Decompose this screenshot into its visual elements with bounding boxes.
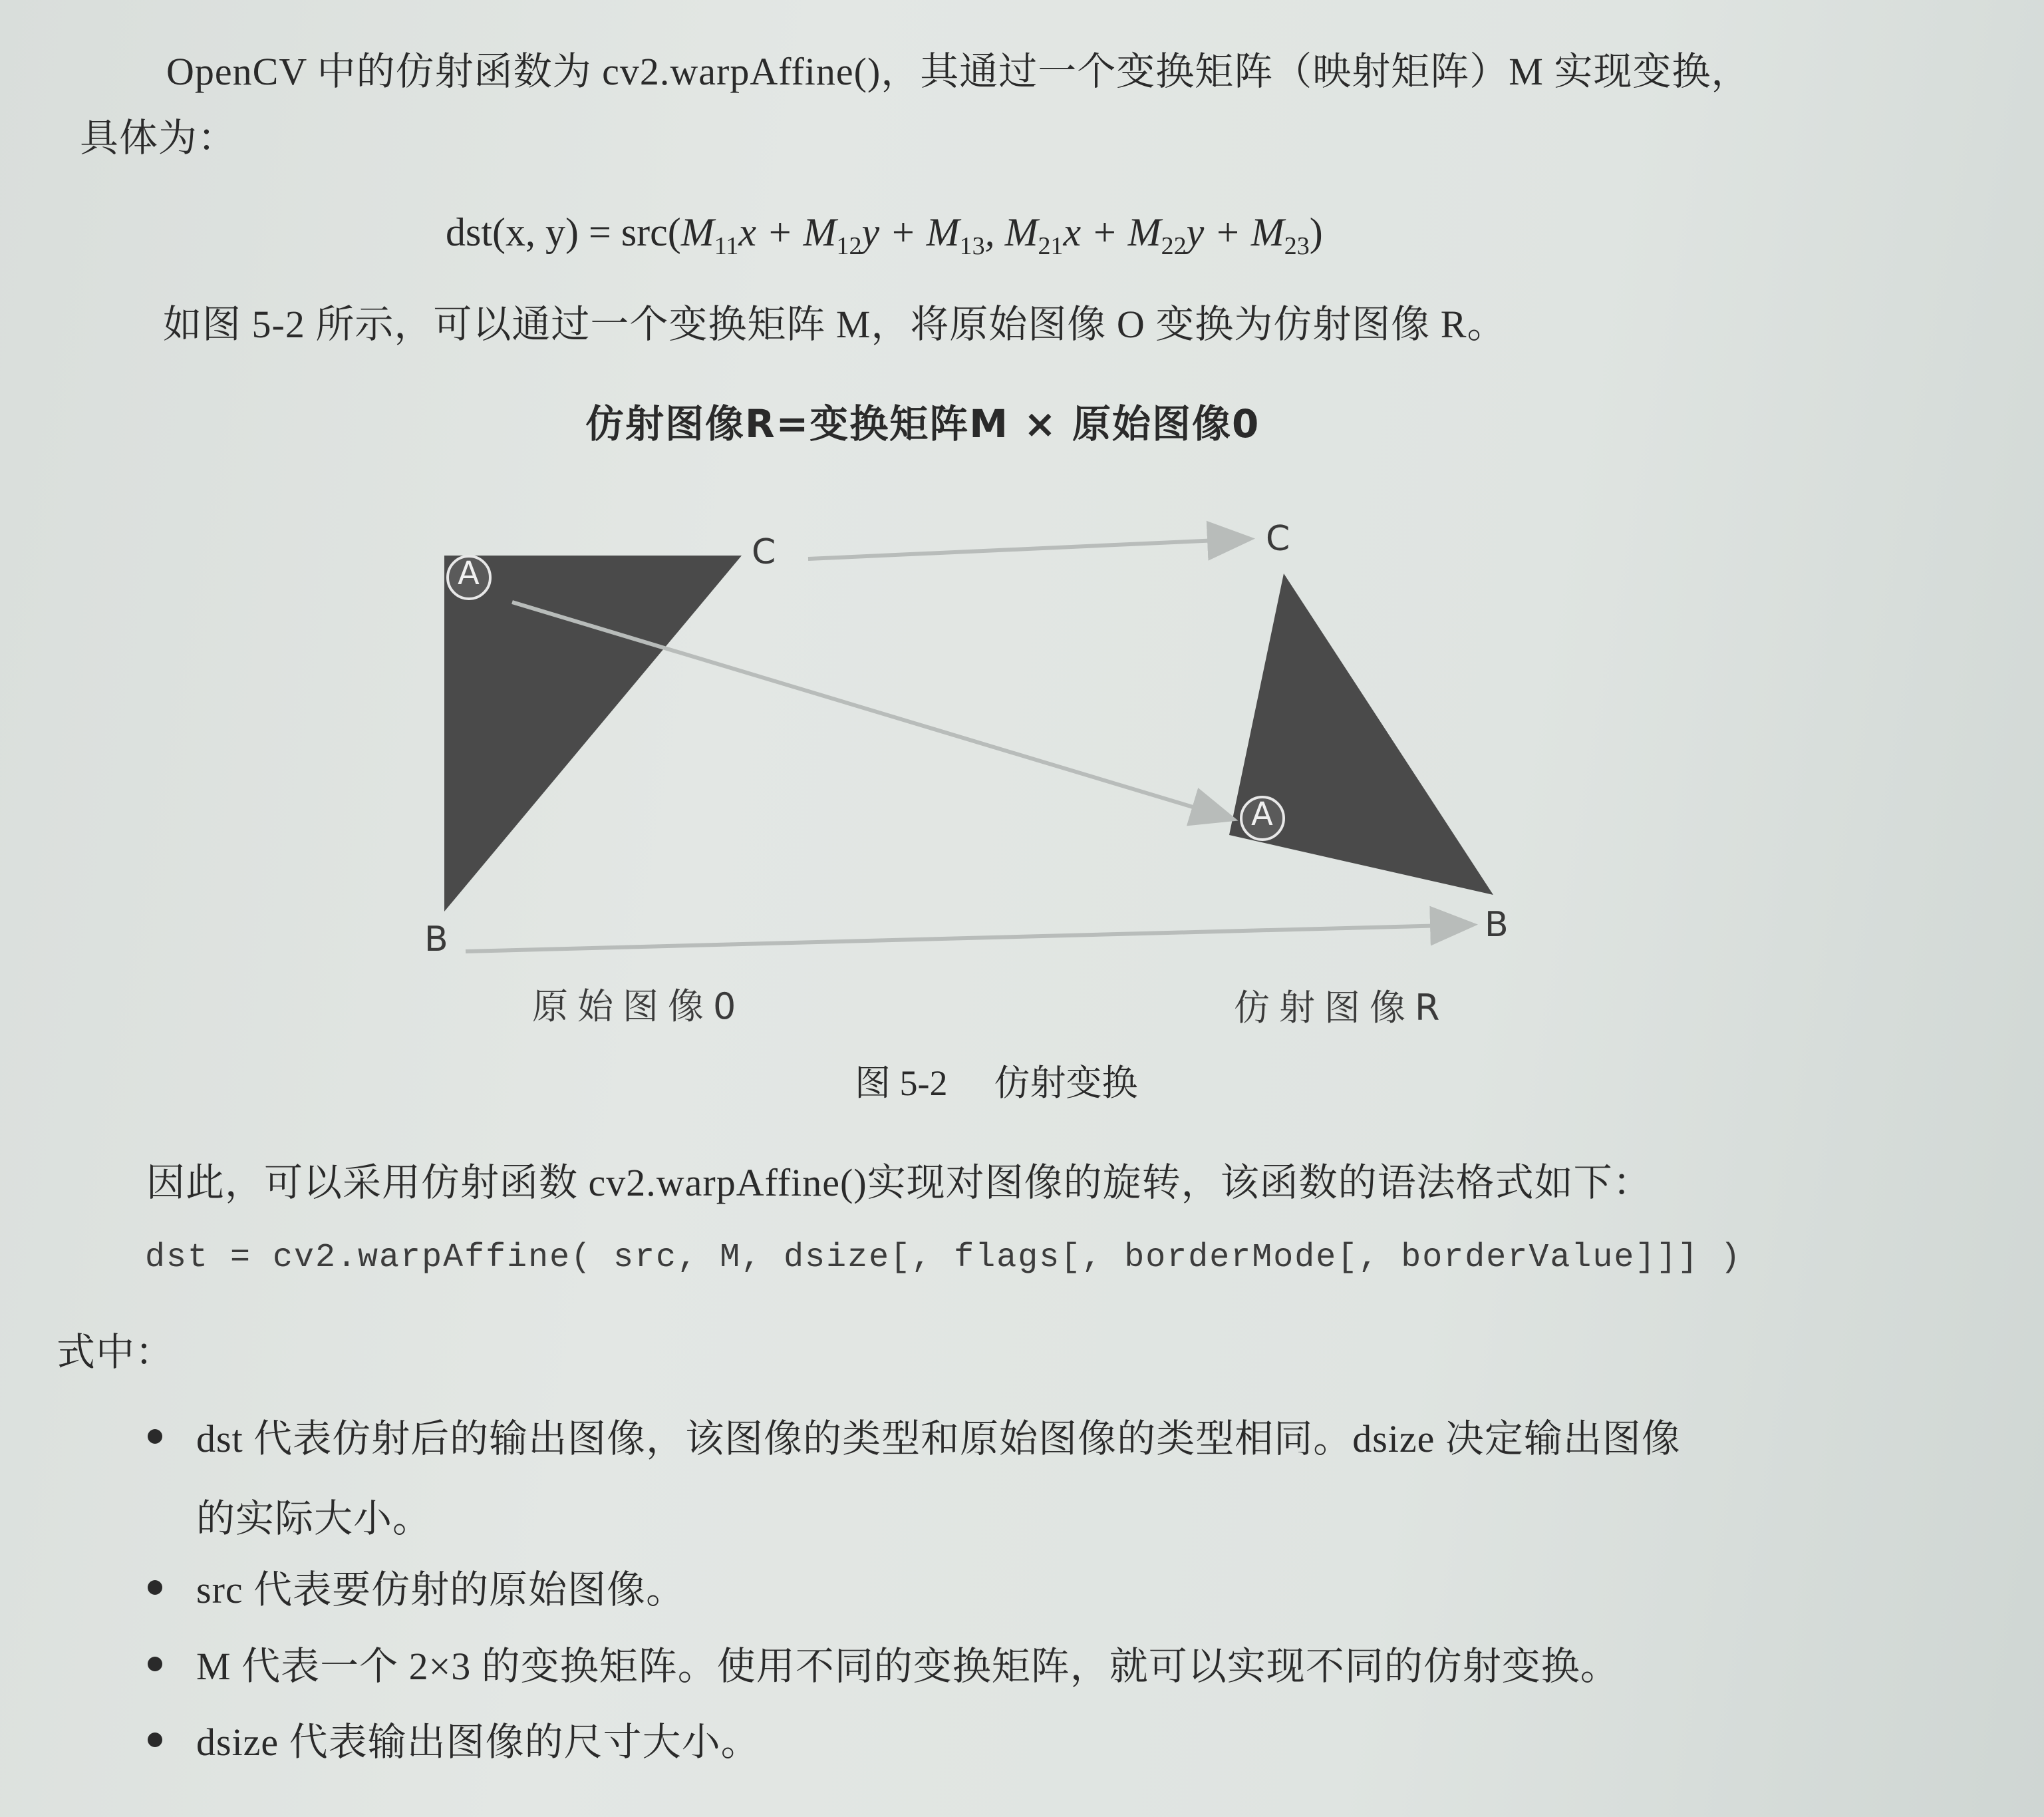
bullet-dot xyxy=(148,1429,162,1444)
formula-subscript: 23 xyxy=(1284,232,1310,260)
figure-caption-number: 图 5-2 xyxy=(855,1063,948,1103)
formula-term: , xyxy=(984,210,1005,254)
intro-line-2: 具体为： xyxy=(80,116,237,160)
bullet-dsize: dsize 代表输出图像的尺寸大小。 xyxy=(196,1721,760,1764)
formula-term: M xyxy=(926,210,960,254)
bullet-dot xyxy=(148,1733,162,1747)
vertex-label-c-right: C xyxy=(1266,519,1290,559)
formula-term: y + xyxy=(1186,210,1251,254)
intro-line-1: OpenCV 中的仿射函数为 cv2.warpAffine()，其通过一个变换矩阵（映射矩阵）M 实现变换， xyxy=(166,50,1751,93)
original-image-caption: 原始图像0 xyxy=(532,985,746,1027)
formula-subscript: 11 xyxy=(714,232,739,260)
figure-caption xyxy=(855,1055,1137,1106)
bullet-m: M 代表一个 2×3 的变换矩阵。使用不同的变换矩阵，就可以实现不同的仿射变换。 xyxy=(196,1645,1620,1688)
affine-image-caption: 仿射图像R xyxy=(1234,987,1449,1029)
original-triangle xyxy=(444,556,742,911)
formula-term: M xyxy=(1004,210,1038,254)
vertex-label-c-left: C xyxy=(752,532,776,572)
formula-term: y + xyxy=(861,210,927,254)
bullet-dot xyxy=(148,1580,162,1595)
figure-caption-text: 仿射变换 xyxy=(994,1063,1138,1103)
bullet-dst-line1: dst 代表仿射后的输出图像，该图像的类型和原始图像的类型相同。dsize 决定输出图像 xyxy=(196,1417,1681,1460)
arrow-c xyxy=(808,539,1247,559)
formula-term: M xyxy=(803,210,837,254)
bullet-dst-line2: 的实际大小。 xyxy=(196,1497,432,1540)
formula-subscript: 21 xyxy=(1038,232,1064,260)
formula-subscript: 13 xyxy=(959,232,985,260)
syntax-intro: 因此，可以采用仿射函数 cv2.warpAffine()实现对图像的旋转，该函数的语法格式如下： xyxy=(146,1161,1652,1204)
vertex-label-b-right: B xyxy=(1485,905,1509,945)
formula-term: M xyxy=(1127,210,1161,254)
affine-triangle xyxy=(1229,574,1493,895)
vertex-label-a-left: A xyxy=(458,555,480,592)
formula-term: ) xyxy=(1309,210,1323,254)
formula-subscript: 22 xyxy=(1161,232,1187,260)
formula-term: M xyxy=(1250,210,1284,254)
where-label: 式中： xyxy=(57,1331,175,1374)
formula-subscript: 12 xyxy=(836,232,862,260)
figure-intro: 如图 5-2 所示，可以通过一个变换矩阵 M，将原始图像 O 变换为仿射图像 R。 xyxy=(163,303,1507,346)
formula-lhs: dst(x, y) = src( xyxy=(446,210,681,254)
bullet-src: src 代表要仿射的原始图像。 xyxy=(196,1568,686,1611)
formula-term: x + xyxy=(1063,210,1128,254)
formula-term: M xyxy=(680,210,714,254)
figure-title: 仿射图像R=变换矩阵M × 原始图像0 xyxy=(585,401,1260,446)
bullet-dot xyxy=(148,1657,162,1671)
formula-term: x + xyxy=(738,210,803,254)
code-syntax: dst = cv2.warpAffine( src, M, dsize[, flags[, borderMode[, borderValue]]] ) xyxy=(145,1239,1742,1277)
arrow-a xyxy=(512,602,1231,818)
arrow-b xyxy=(466,925,1470,951)
vertex-label-b-left: B xyxy=(424,919,448,959)
vertex-label-a-right: A xyxy=(1251,796,1273,833)
